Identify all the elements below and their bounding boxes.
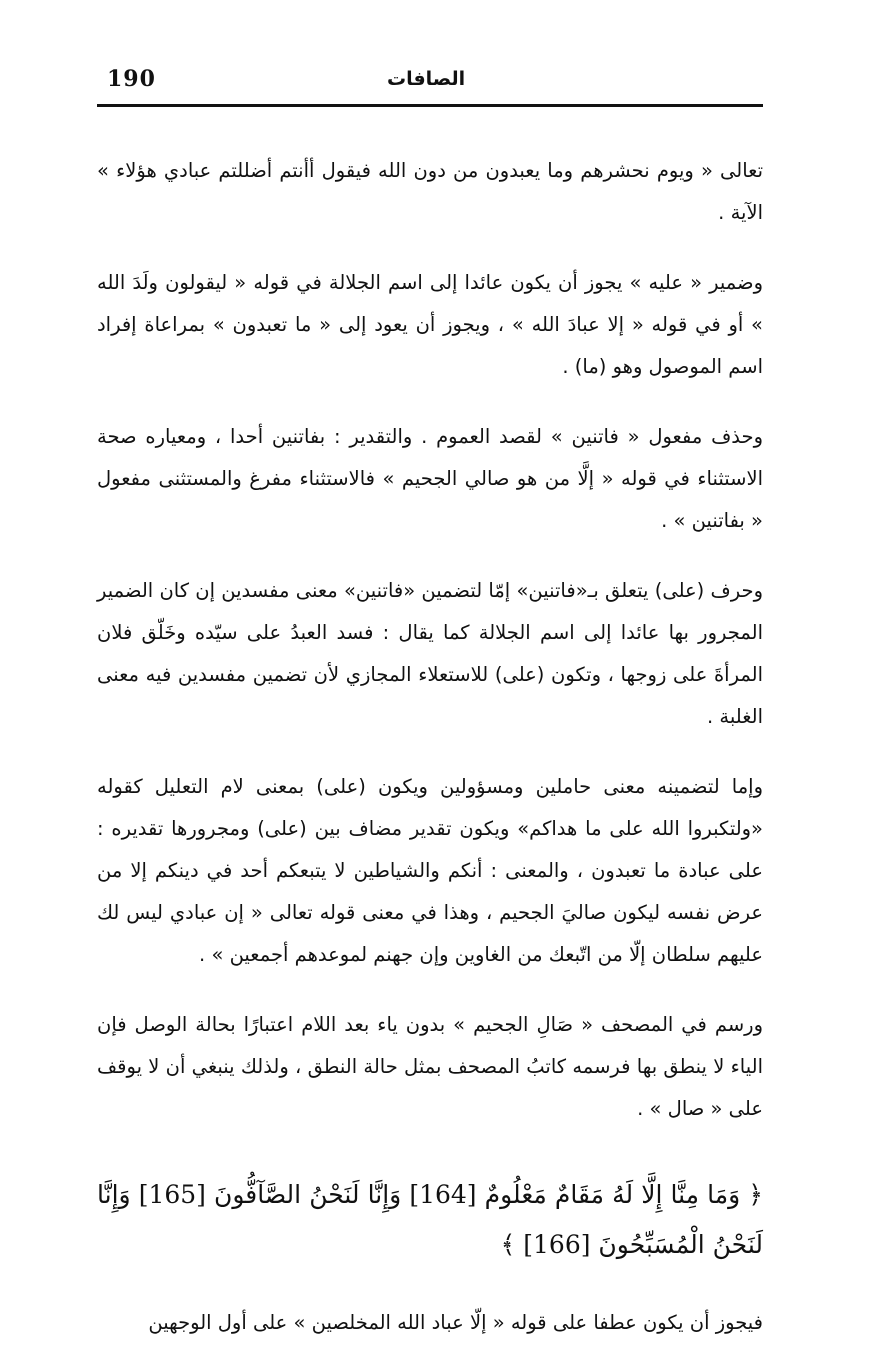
paragraph: وحذف مفعول « فاتنين » لقصد العموم . والتقدير : بفاتنين أحدا ، ومعياره صحة الاستثناء في قوله « إلَّا من هو صالي الجحيم » فالاستثناء مفرغ والمستثنى مفعول « بفاتنين » . [97, 425, 763, 532]
page-body [97, 150, 763, 1344]
page-header [97, 64, 763, 107]
page-number: 190 [107, 66, 156, 92]
paragraph: وضمير « عليه » يجوز أن يكون عائدا إلى اسم الجلالة في قوله « ليقولون ولَدَ الله » أو في قوله « إلا عبادَ الله » ، ويجوز أن يعود إلى « ما تعبدون » بمراعاة إفراد اسم الموصول وهو (ما) . [97, 271, 763, 378]
paragraph: ورسم في المصحف « صَالِ الجحيم » بدون ياء بعد اللام اعتبارًا بحالة الوصل فإن الياء لا ينطق بها فرسمه كاتبُ المصحف بمثل حالة النطق ، ولذلك ينبغي أن لا يوقف على « صال » . [97, 1013, 763, 1120]
surah-title: الصافات [387, 68, 466, 90]
paragraph: وحرف (على) يتعلق بـ«فاتنين» إمّا لتضمين «فاتنين» معنى مفسدين إن كان الضمير المجرور بها عائدا إلى اسم الجلالة كما يقال : فسد العبدُ على سيّده وخَلّق فلان المرأةَ على زوجها ، وتكون (على) للاستعلاء المجازي لأن تضمين مفسدين فيه معنى الغلبة . [97, 579, 763, 728]
quran-verse: ﴿ وَمَا مِنَّا إِلَّا لَهُ مَقَامٌ مَعْلُومٌ [164] وَإِنَّا لَنَحْنُ الصَّآفُّونَ [165] وَإِنَّا لَنَحْنُ الْمُسَبِّحُونَ [166] ﴾ [97, 1180, 763, 1259]
paragraph: وإما لتضمينه معنى حاملين ومسؤولين ويكون (على) بمعنى لام التعليل كقوله «ولتكبروا الله على ما هداكم» ويكون تقدير مضاف بين (على) ومجرورها تقديره : على عبادة ما تعبدون ، والمعنى : أنكم والشياطين لا يتبعكم أحد في دينكم إلا من عرض نفسه ليكون صاليَ الجحيم ، وهذا في معنى قوله تعالى « إن عبادي ليس لك عليهم سلطان إلّا من اتّبعك من الغاوين وإن جهنم لموعدهم أجمعين » . [97, 775, 763, 966]
closing-paragraph: فيجوز أن يكون عطفا على قوله « إلّا عباد الله المخلصين » على أول الوجهين [148, 1311, 763, 1334]
paragraph: تعالى « ويوم نحشرهم وما يعبدون من دون الله فيقول أأنتم أضللتم عبادي هؤلاء » الآية . [97, 159, 763, 224]
